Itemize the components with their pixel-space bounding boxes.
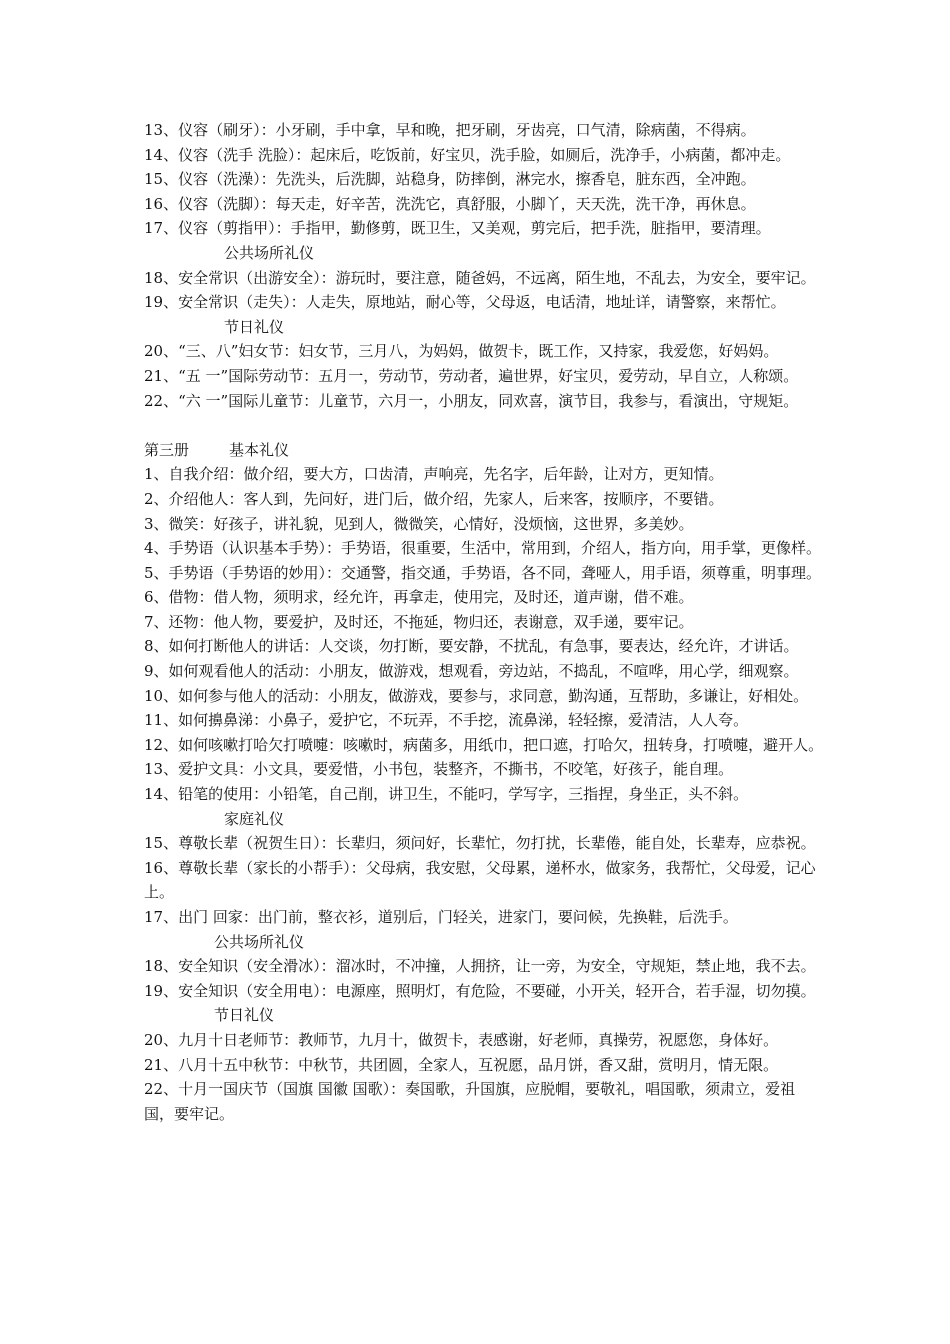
text-line: 3、微笑：好孩子，讲礼貌，见到人，微微笑，心情好，没烦恼，这世界，多美妙。 xyxy=(144,514,694,533)
text-line: 8、如何打断他人的讲话：人交谈，勿打断，要安静，不扰乱，有急事，要表达，经允许，才讲话。 xyxy=(144,637,799,656)
text-line: 12、如何咳嗽打哈欠打喷嚏：咳嗽时，病菌多，用纸巾，把口遮，打哈欠，扭转身，打喷嚏，避开人。 xyxy=(144,735,824,754)
text-line: 7、还物：他人物，要爱护，及时还，不拖延，物归还，表谢意，双手递，要牢记。 xyxy=(144,612,694,631)
text-line: 18、安全知识（安全滑冰）：溜冰时，不冲撞，人拥挤，让一旁，为安全，守规矩，禁止地，我不去。 xyxy=(144,957,816,976)
section-heading-public: 公共场所礼仪 xyxy=(224,243,315,262)
text-line: 13、仪容（刷牙）：小牙刷，手中拿，早和晚，把牙刷，牙齿亮，口气清，除病菌，不得病。 xyxy=(144,121,756,139)
blank-line xyxy=(144,413,824,438)
text-line: 16、仪容（洗脚）：每天走，好辛苦，洗洗它，真舒服，小脚丫，天天洗，洗干净，再休息。 xyxy=(144,194,756,213)
section-heading-festival: 节日礼仪 xyxy=(224,317,285,336)
section-heading-public: 公共场所礼仪 xyxy=(214,932,305,951)
text-line: 2、介绍他人：客人到，先问好，进门后，做介绍，先家人，后来客，按顺序，不要错。 xyxy=(144,489,724,508)
text-line: 22、“六 一”国际儿童节：儿童节，六月一，小朋友，同欢喜，演节目，我参与，看演出，守规矩。 xyxy=(144,391,799,410)
text-line: 9、如何观看他人的活动：小朋友，做游戏，想观看，旁边站，不捣乱，不喧哗，用心学，细观察。 xyxy=(144,662,799,681)
section-heading-family: 家庭礼仪 xyxy=(224,809,285,828)
book-title xyxy=(144,438,824,463)
document-page xyxy=(144,118,824,1126)
text-line: 10、如何参与他人的活动：小朋友，做游戏，要参与，求同意，勤沟通，互帮助，多谦让，好相处。 xyxy=(144,686,809,705)
section-heading-basic: 基本礼仪 xyxy=(229,440,290,459)
text-line: 18、安全常识（出游安全）：游玩时，要注意，随爸妈，不远离，陌生地，不乱去，为安全，要牢记。 xyxy=(144,268,816,287)
text-line: 16、尊敬长辈（家长的小帮手）：父母病，我安慰，父母累，递杯水，做家务，我帮忙，父母爱，记心上。 xyxy=(144,858,816,902)
text-line: 20、九月十日老师节：教师节，九月十，做贺卡，表感谢，好老师，真操劳，祝愿您，身体好。 xyxy=(144,1030,779,1049)
section-heading-festival: 节日礼仪 xyxy=(214,1006,275,1025)
text-line: 22、十月一国庆节（国旗 国徽 国歌）：奏国歌，升国旗，应脱帽，要敬礼，唱国歌，须肃立，爱祖国，要牢记。 xyxy=(144,1080,796,1123)
text-line: 19、安全常识（走失）：人走失，原地站，耐心等，父母返，电话清，地址详，请警察，来帮忙。 xyxy=(144,293,786,312)
book-number: 第三册 xyxy=(144,440,190,459)
text-line: 13、爱护文具：小文具，要爱惜，小书包，装整齐，不撕书，不咬笔，好孩子，能自理。 xyxy=(144,760,734,779)
text-line: 21、“五 一”国际劳动节：五月一，劳动节，劳动者，遍世界，好宝贝，爱劳动，早自立，人称颂。 xyxy=(144,366,799,385)
text-line: 6、借物：借人物，须明求，经允许，再拿走，使用完，及时还，道声谢，借不难。 xyxy=(144,588,694,607)
text-line: 11、如何擤鼻涕：小鼻子，爱护它，不玩弄，不手挖，流鼻涕，轻轻擦，爱清洁，人人夸。 xyxy=(144,711,749,730)
text-line: 4、手势语（认识基本手势）：手势语，很重要，生活中，常用到，介绍人，指方向，用手掌，更像样。 xyxy=(144,539,822,558)
text-line: 15、仪容（洗澡）：先洗头，后洗脚，站稳身，防摔倒，淋完水，擦香皂，脏东西，全冲跑。 xyxy=(144,170,756,189)
text-line: 15、尊敬长辈（祝贺生日）：长辈归，须问好，长辈忙，勿打扰，长辈倦，能自处，长辈寿，应恭祝。 xyxy=(144,834,816,853)
text-line: 21、八月十五中秋节：中秋节，共团圆，全家人，互祝愿，品月饼，香又甜，赏明月，情无限。 xyxy=(144,1055,779,1074)
text-line: 17、出门 回家：出门前，整衣衫，道别后，门轻关，进家门，要问候，先换鞋，后洗手。 xyxy=(144,908,738,926)
text-line: 17、仪容（剪指甲）：手指甲，勤修剪，既卫生，又美观，剪完后，把手洗，脏指甲，要清理。 xyxy=(144,219,771,238)
text-line: 19、安全知识（安全用电）：电源座，照明灯，有危险，不要碰，小开关，轻开合，若手湿，切勿摸。 xyxy=(144,981,816,1000)
text-line: 5、手势语（手势语的妙用）：交通警，指交通，手势语，各不同，聋哑人，用手语，须尊重，明事理。 xyxy=(144,563,822,582)
text-line: 14、铅笔的使用：小铅笔，自己削，讲卫生，不能叼，学写字，三指捏，身坐正，头不斜。 xyxy=(144,785,749,804)
text-line: 20、“三、八”妇女节：妇女节，三月八，为妈妈，做贺卡，既工作，又持家，我爱您，好妈妈。 xyxy=(144,342,779,361)
text-line: 14、仪容（洗手 洗脸）：起床后，吃饭前，好宝贝，洗手脸，如厕后，洗净手，小病菌，都冲走。 xyxy=(144,145,791,164)
text-line: 1、自我介绍：做介绍，要大方，口齿清，声响亮，先名字，后年龄，让对方，更知情。 xyxy=(144,465,724,484)
